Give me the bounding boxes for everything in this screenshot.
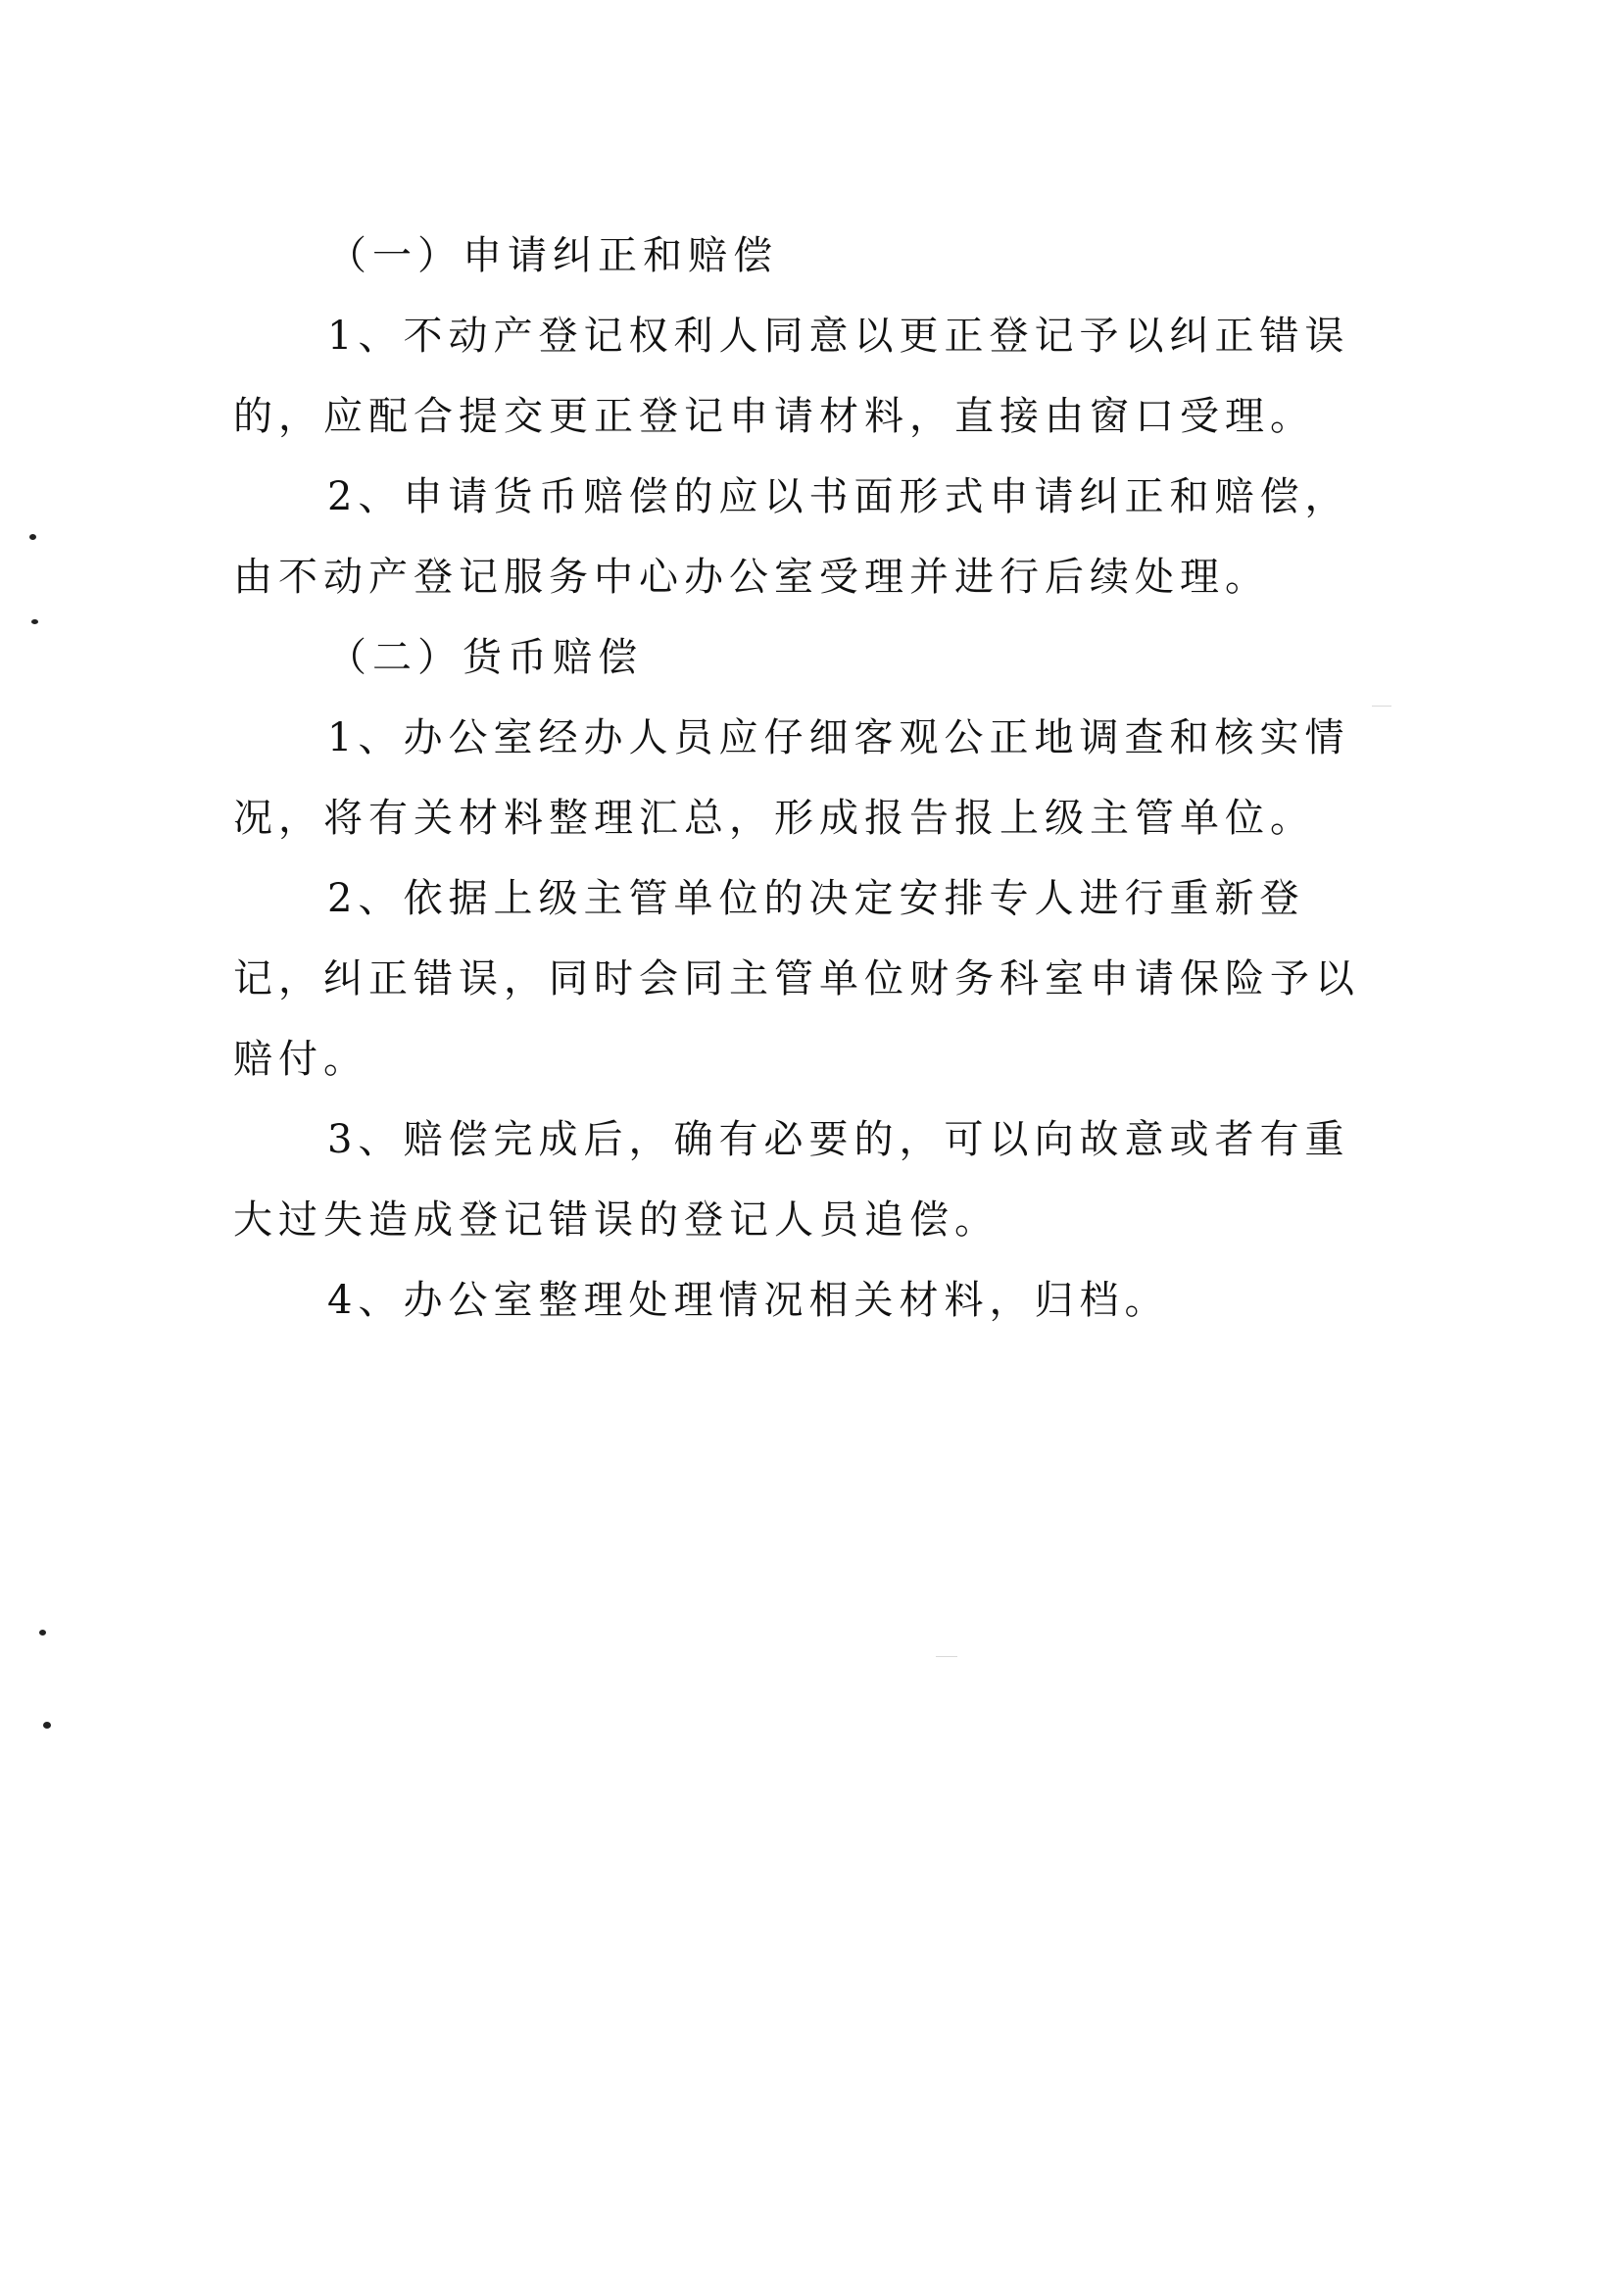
scan-line [1372,706,1391,707]
scan-mark [31,619,38,624]
paragraph: 3、赔偿完成后，确有必要的，可以向故意或者有重大过失造成登记错误的登记人员追偿。 [233,1117,1350,1243]
scan-line [936,1656,957,1657]
document-body [233,216,1370,1341]
paragraph: 2、申请货币赔偿的应以书面形式申请纠正和赔偿，由不动产登记服务中心办公室受理并进行后续处理。 [233,474,1350,600]
scan-mark [39,1630,46,1636]
paragraph: 2、依据上级主管单位的决定安排专人进行重新登记，纠正错误，同时会同主管单位财务科室申请保险予以赔付。 [233,876,1360,1082]
scan-mark [29,534,36,540]
paragraph: 4、办公室整理处理情况相关材料，归档。 [327,1278,1170,1323]
scan-mark [43,1722,51,1729]
paragraph: 1、办公室经办人员应仔细客观公正地调查和核实情况，将有关材料整理汇总，形成报告报上级主管单位。 [233,715,1350,841]
section-heading-1: （一）申请纠正和赔偿 [327,233,778,278]
section-heading-2: （二）货币赔偿 [327,635,643,680]
paragraph: 1、不动产登记权利人同意以更正登记予以纠正错误的，应配合提交更正登记申请材料，直接由窗口受理。 [233,314,1350,439]
